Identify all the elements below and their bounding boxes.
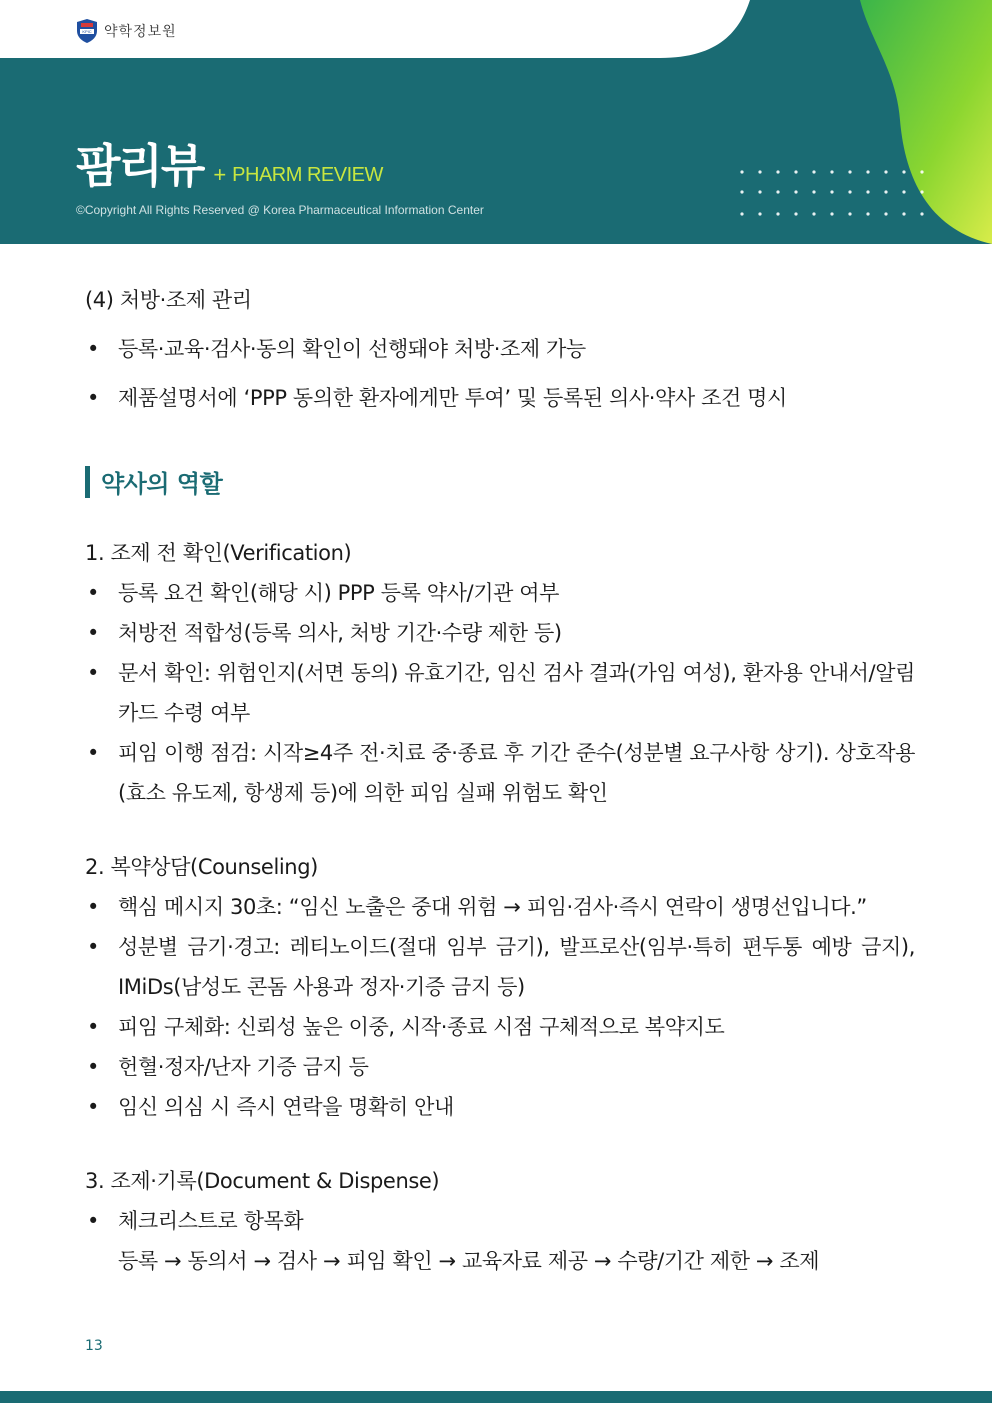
list-item: • 피임 구체화: 신뢰성 높은 이중, 시작·종료 시점 구체적으로 복약지도	[85, 1007, 915, 1047]
list-item: • 헌혈·정자/난자 기증 금지 등	[85, 1047, 915, 1087]
group-document-dispense	[85, 1161, 915, 1281]
brand	[76, 140, 383, 192]
list-item: • 체크리스트로 항목화	[85, 1201, 915, 1241]
svg-text:KPIC: KPIC	[82, 29, 92, 34]
list-item: • 문서 확인: 위험인지(서면 동의) 유효기간, 임신 검사 결과(가임 여성), 환자용 안내서/알림 카드 수령 여부	[85, 653, 915, 733]
page-number: 13	[85, 1338, 103, 1354]
section-title: 약사의 역할	[101, 470, 223, 498]
section-heading	[85, 464, 915, 499]
page-header	[0, 0, 992, 244]
list-item: • 피임 이행 점검: 시작≥4주 전·치료 중·종료 후 기간 준수(성분별 요구사항 상기). 상호작용(효소 유도제, 항생제 등)에 의한 피임 실패 위험도 확인	[85, 733, 915, 813]
list-item: • 성분별 금기·경고: 레티노이드(절대 임부 금기), 발프로산(임부·특히 편두통 예방 금지), IMiDs(남성도 콘돔 사용과 정자·기증 금지 등)	[85, 927, 915, 1007]
shield-logo-icon	[76, 18, 98, 44]
footer-bar	[0, 1391, 992, 1403]
group-heading: 3. 조제·기록(Document & Dispense)	[85, 1169, 440, 1193]
brand-plus: +	[213, 162, 227, 187]
group-counseling	[85, 847, 915, 1127]
group-verification	[85, 533, 915, 813]
list-item: • 제품설명서에 ‘PPP 동의한 환자에게만 투여’ 및 등록된 의사·약사 조건 명시	[85, 378, 915, 418]
list-item: • 처방전 적합성(등록 의사, 처방 기간·수량 제한 등)	[85, 613, 915, 653]
list-item: • 등록·교육·검사·동의 확인이 선행돼야 처방·조제 가능	[85, 326, 915, 372]
logo	[76, 18, 177, 44]
process-flow: 등록 → 동의서 → 검사 → 피임 확인 → 교육자료 제공 → 수량/기간 제한 → 조제	[118, 1249, 820, 1273]
list-item: • 핵심 메시지 30초: “임신 노출은 중대 위험 → 피임·검사·즉시 연락이 생명선입니다.”	[85, 887, 915, 927]
brand-subtitle: PHARM REVIEW	[232, 164, 383, 186]
group-heading: 1. 조제 전 확인(Verification)	[85, 541, 352, 565]
subsection-heading: (4) 처방·조제 관리	[85, 288, 252, 312]
group-heading: 2. 복약상담(Counseling)	[85, 855, 318, 879]
brand-title: 팜리뷰	[76, 139, 204, 193]
list-item: • 임신 의심 시 즉시 연락을 명확히 안내	[85, 1087, 915, 1127]
article-body	[85, 280, 915, 1281]
logo-text: 약학정보원	[104, 24, 177, 40]
copyright-notice: ©Copyright All Rights Reserved @ Korea Pharmaceutical Information Center	[76, 203, 484, 217]
section-accent-bar	[85, 466, 90, 498]
list-item: • 등록 요건 확인(해당 시) PPP 등록 약사/기관 여부	[85, 573, 915, 613]
